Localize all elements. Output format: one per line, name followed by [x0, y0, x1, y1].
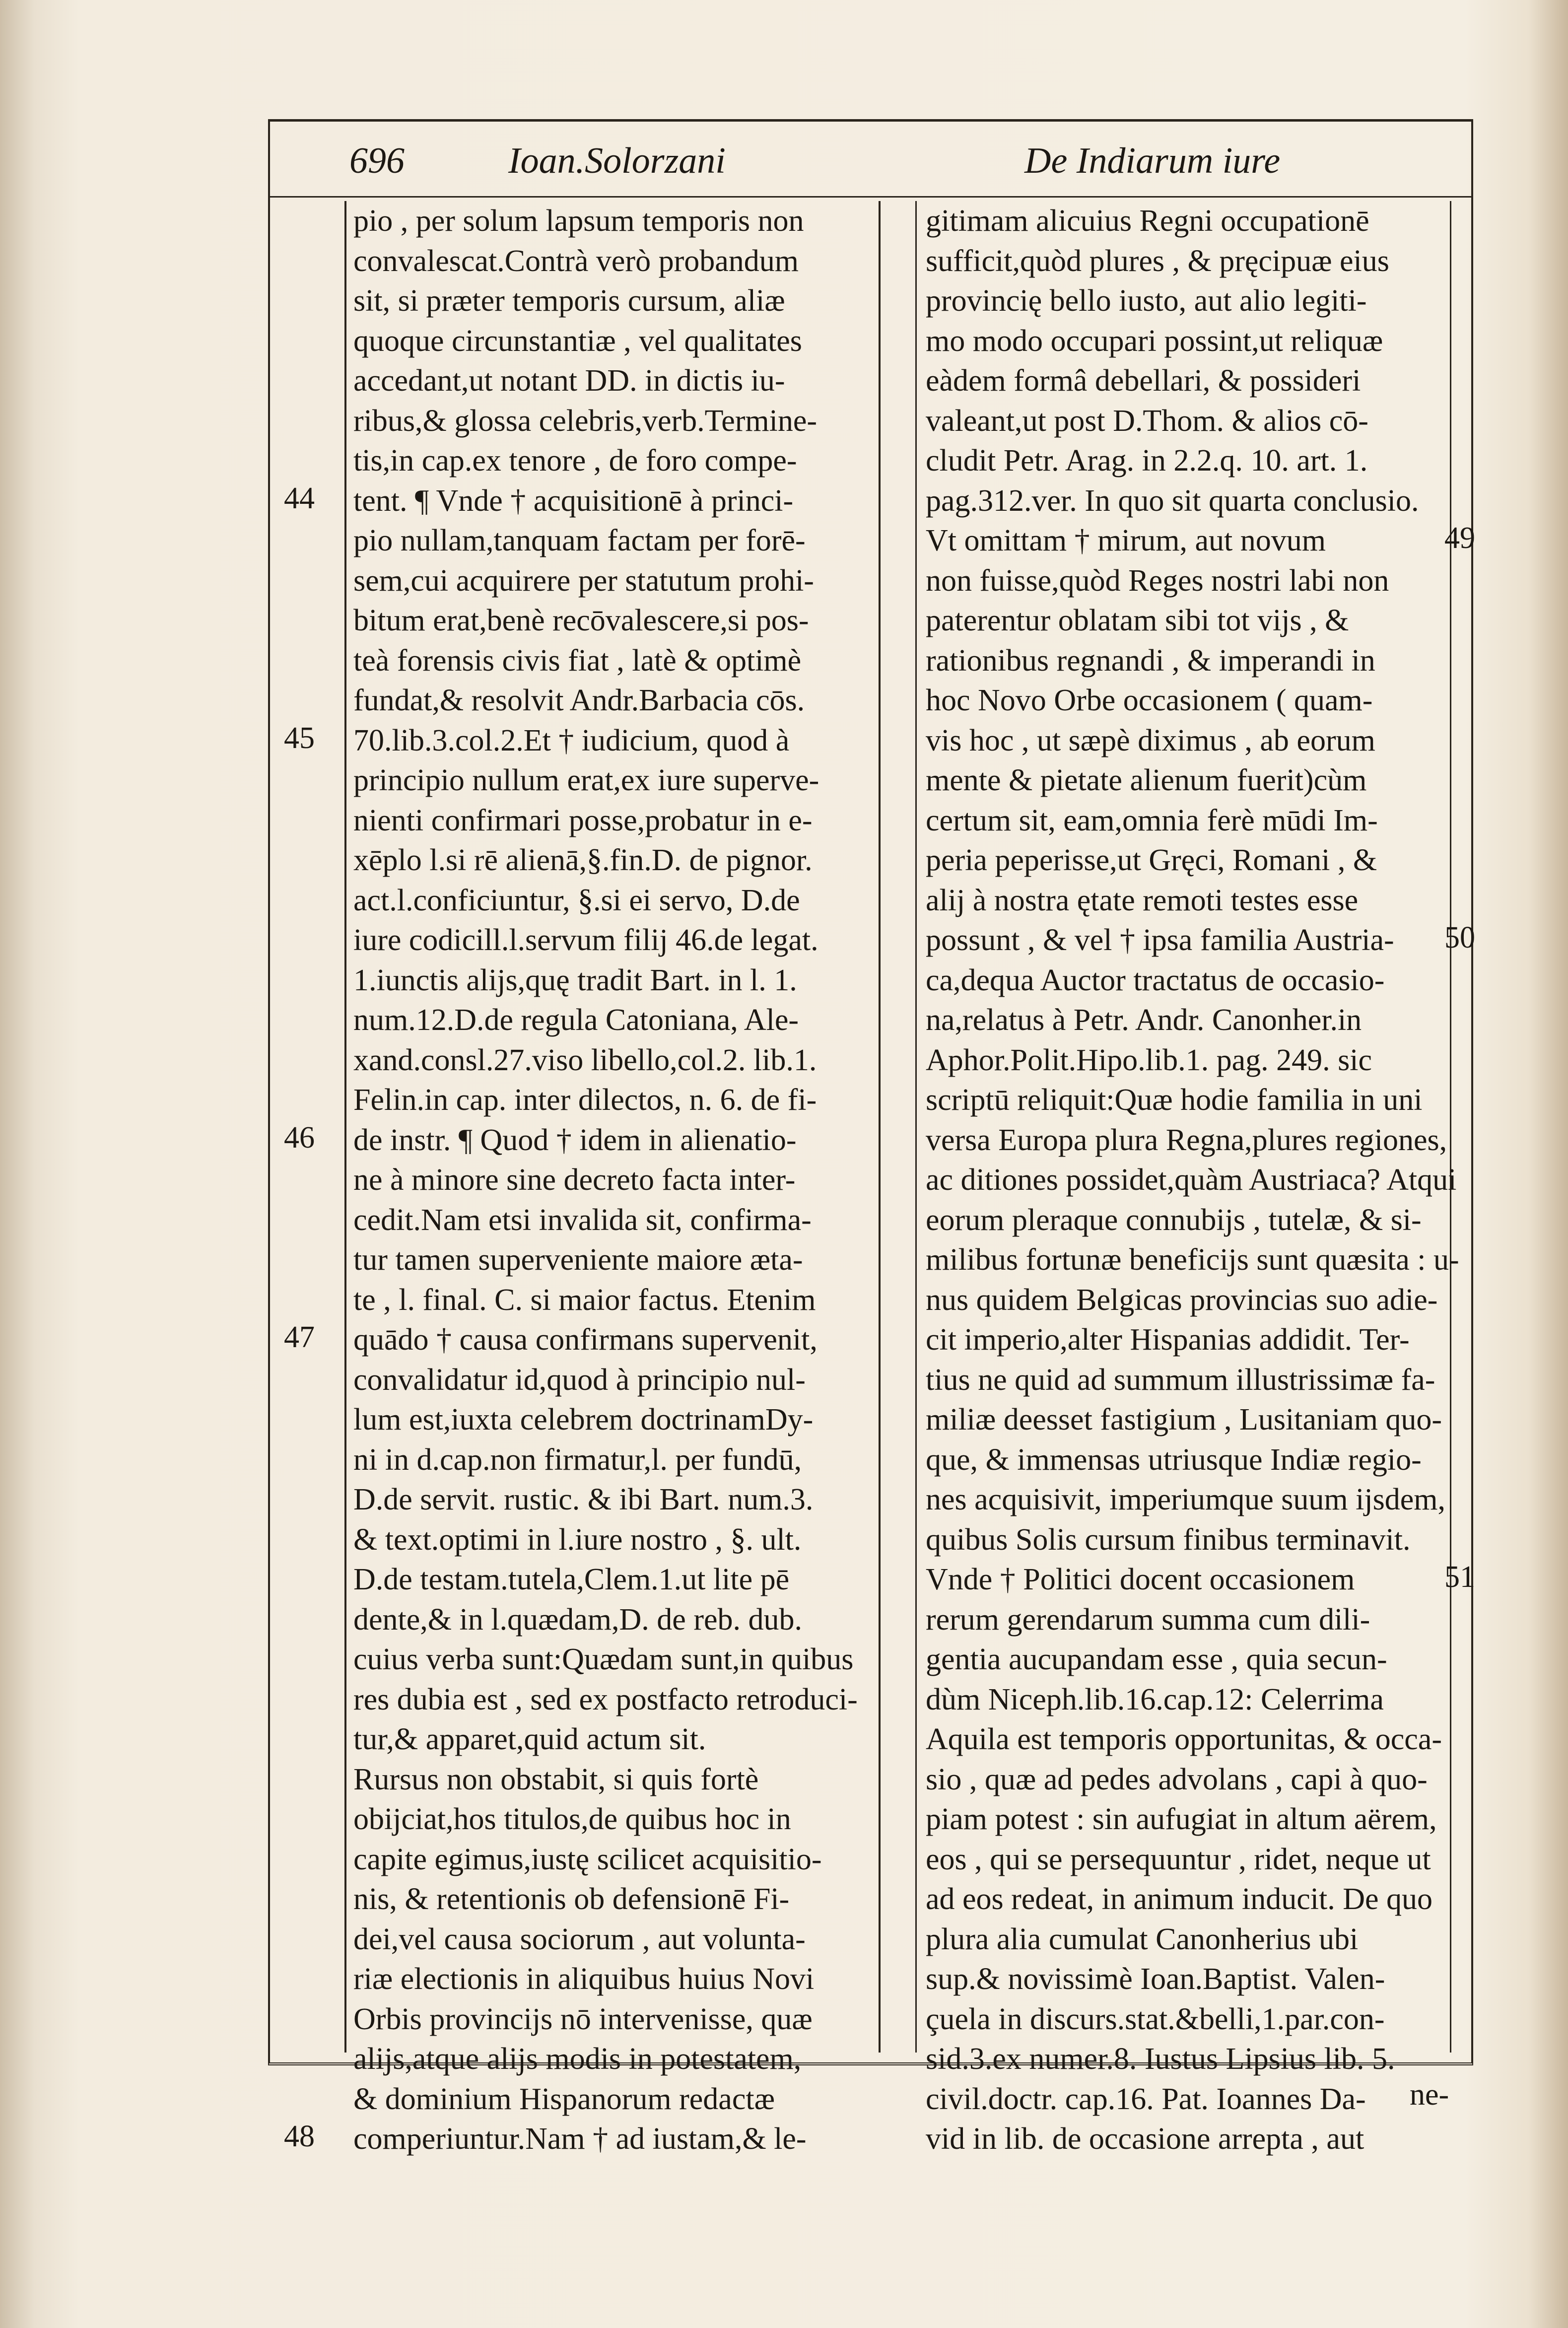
- text-line: sid.3.ex numer.8. Iustus Lipsius lib. 5.: [926, 2042, 1395, 2076]
- text-line: dùm Niceph.lib.16.cap.12: Celerrima: [926, 1682, 1384, 1716]
- text-line: sit, si præter temporis cursum, aliæ: [353, 284, 785, 318]
- text-line: quādo † causa confirmans supervenit,: [353, 1323, 818, 1357]
- text-line: paterentur oblatam sibi tot vijs , &: [926, 604, 1349, 637]
- text-line: certum sit, eam,omnia ferè mūdi Im-: [926, 803, 1378, 837]
- text-line: cit imperio,alter Hispanias addidit. Ter-: [926, 1323, 1410, 1357]
- page-header: [270, 134, 1471, 193]
- header-rule: [270, 196, 1471, 198]
- text-line: principio nullum erat,ex iure superve-: [353, 763, 819, 797]
- text-line: piam potest : sin aufugiat in altum aërem,: [926, 1802, 1437, 1836]
- text-line: mente & pietate alienum fuerit)cùm: [926, 763, 1367, 797]
- text-line: Vnde † Politici docent occasionem: [926, 1563, 1355, 1596]
- text-line: gentia aucupandam esse , quia secun-: [926, 1643, 1387, 1676]
- text-line: 1.iunctis alijs,quę tradit Bart. in l. 1.: [353, 963, 797, 997]
- text-line: ac ditiones possidet,quàm Austriaca? Atqui: [926, 1163, 1457, 1197]
- text-line: tis,in cap.ex tenore , de foro compe-: [353, 444, 797, 478]
- text-line: peria peperisse,ut Gręci, Romani , &: [926, 843, 1377, 877]
- text-line: alij à nostra ętate remoti testes esse: [926, 883, 1359, 917]
- text-line: Orbis provincijs nō intervenisse, quæ: [353, 2002, 813, 2036]
- text-line: Rursus non obstabit, si quis fortè: [353, 1762, 759, 1796]
- text-line: riæ electionis in aliquibus huius Novi: [353, 1962, 815, 1996]
- text-line: dei,vel causa sociorum , aut volunta-: [353, 1922, 806, 1956]
- text-line: pio nullam,tanquam factam per forē-: [353, 524, 806, 557]
- text-line: vis hoc , ut sæpè diximus , ab eorum: [926, 723, 1375, 757]
- margin-number-right: 50: [1444, 921, 1475, 955]
- margin-number-left: 46: [284, 1120, 315, 1155]
- text-line: num.12.D.de regula Catoniana, Ale-: [353, 1003, 799, 1037]
- text-line: dente,& in l.quædam,D. de reb. dub.: [353, 1602, 802, 1637]
- text-line: tius ne quid ad summum illustrissimæ fa-: [926, 1363, 1435, 1397]
- text-line: convalidatur id,quod à principio nul-: [353, 1363, 806, 1397]
- text-line: obijciat,hos titulos,de quibus hoc in: [353, 1802, 791, 1836]
- text-line: valeant,ut post D.Thom. & alios cō-: [926, 404, 1368, 438]
- text-line: ne à minore sine decreto facta inter-: [353, 1163, 796, 1197]
- text-line: plura alia cumulat Canonherius ubi: [926, 1922, 1359, 1956]
- margin-number-left: 45: [284, 721, 315, 755]
- text-line: nus quidem Belgicas provincias suo adie-: [926, 1283, 1438, 1317]
- margin-number-right: 49: [1444, 521, 1475, 555]
- catchword: ne-: [1410, 2078, 1449, 2112]
- text-line: Vt omittam † mirum, aut novum: [926, 524, 1326, 557]
- text-line: iure codicill.l.servum filij 46.de legat.: [353, 923, 818, 957]
- text-line: quoque circunstantiæ , vel qualitates: [353, 324, 802, 358]
- text-line: accedant,ut notant DD. in dictis iu-: [353, 364, 785, 398]
- text-line: xēplo l.si rē alienā,§.fin.D. de pignor.: [353, 843, 813, 877]
- text-line: ad eos redeat, in animum inducit. De quo: [926, 1882, 1433, 1916]
- margin-number-left: 47: [284, 1320, 315, 1354]
- text-line: act.l.conficiuntur, §.si ei servo, D.de: [353, 883, 800, 917]
- text-line: capite egimus,iustę scilicet acquisitio-: [353, 1842, 822, 1876]
- text-line: fundat,& resolvit Andr.Barbacia cōs.: [353, 684, 805, 717]
- text-line: pag.312.ver. In quo sit quarta conclusio.: [926, 483, 1419, 518]
- text-line: possunt , & vel † ipsa familia Austria-: [926, 923, 1394, 957]
- text-line: miliæ deesset fastigium , Lusitaniam quo-: [926, 1403, 1442, 1437]
- text-line: sufficit,quòd plures , & pręcipuæ eius: [926, 244, 1389, 278]
- text-line: & text.optimi in l.iure nostro , §. ult.: [353, 1522, 802, 1557]
- text-line: & dominium Hispanorum redactæ: [353, 2082, 775, 2116]
- left-text-column: [344, 201, 881, 2156]
- text-line: mo modo occupari possint,ut reliquæ: [926, 324, 1383, 358]
- text-line: nis, & retentionis ob defensionē Fi-: [353, 1882, 790, 1916]
- running-head-author: Ioan.Solorzani: [508, 140, 726, 181]
- text-line: non fuisse,quòd Reges nostri labi non: [926, 563, 1389, 598]
- text-line: Aquila est temporis opportunitas, & occa-: [926, 1722, 1442, 1756]
- text-line: de instr. ¶ Quod † idem in alienatio-: [353, 1123, 797, 1157]
- text-line: provincię bello iusto, aut alio legiti-: [926, 284, 1367, 318]
- text-line: te , l. final. C. si maior factus. Etenim: [353, 1283, 816, 1317]
- text-line: nienti confirmari posse,probatur in e-: [353, 803, 813, 837]
- text-line: alijs,atque alijs modis in potestatem,: [353, 2042, 802, 2076]
- text-line: eos , qui se persequuntur , ridet, neque ut: [926, 1842, 1431, 1876]
- text-line: rerum gerendarum summa cum dili-: [926, 1602, 1370, 1637]
- text-line: sup.& novissimè Ioan.Baptist. Valen-: [926, 1962, 1385, 1996]
- text-line: comperiuntur.Nam † ad iustam,& le-: [353, 2122, 807, 2156]
- text-line: sem,cui acquirere per statutum prohi-: [353, 563, 814, 598]
- text-line: pio , per solum lapsum temporis non: [353, 204, 804, 238]
- text-line: que, & immensas utriusque Indiæ regio-: [926, 1442, 1422, 1477]
- text-line: quibus Solis cursum finibus terminavit.: [926, 1522, 1411, 1557]
- text-line: na,relatus à Petr. Andr. Canonher.in: [926, 1003, 1362, 1037]
- page-number: 696: [349, 140, 405, 181]
- text-line: ni in d.cap.non firmatur,l. per fundū,: [353, 1442, 802, 1477]
- text-line: vid in lib. de occasione arrepta , aut: [926, 2122, 1364, 2156]
- text-line: versa Europa plura Regna,plures regiones,: [926, 1123, 1447, 1157]
- text-line: civil.doctr. cap.16. Pat. Ioannes Da-: [926, 2082, 1366, 2116]
- running-head-title: De Indiarum iure: [1024, 140, 1281, 181]
- text-line: çuela in discurs.stat.&belli,1.par.con-: [926, 2002, 1385, 2036]
- text-line: ribus,& glossa celebris,verb.Terminе-: [353, 404, 817, 438]
- text-line: res dubia est , sed ex postfacto retroduci-: [353, 1682, 858, 1716]
- text-line: teà forensis civis fiat , latè & optimè: [353, 643, 802, 678]
- margin-number-left: 48: [284, 2120, 315, 2153]
- text-line: sio , quæ ad pedes advolans , capi à quo-: [926, 1762, 1428, 1796]
- text-line: lum est,iuxta celebrem doctrinamDy-: [353, 1403, 814, 1437]
- text-line: ca,dequa Auctor tractatus de occasio-: [926, 963, 1385, 997]
- text-line: scriptū reliquit:Quæ hodie familia in uni: [926, 1083, 1423, 1117]
- text-line: hoc Novo Orbe occasionem ( quam-: [926, 684, 1373, 717]
- text-line: tur tamen superveniente maiore æta-: [353, 1243, 803, 1277]
- text-line: milibus fortunæ beneficijs sunt quæsita : u-: [926, 1243, 1459, 1277]
- text-line: eorum pleraque connubijs , tutelæ, & si-: [926, 1203, 1422, 1237]
- text-line: 70.lib.3.col.2.Et † iudicium, quod à: [353, 723, 790, 757]
- text-line: tent. ¶ Vnde † acquisitionē à princi-: [353, 483, 794, 518]
- text-line: xand.consl.27.viso libello,col.2. lib.1.: [353, 1043, 817, 1077]
- text-line: gitimam alicuius Regni occupationē: [926, 204, 1369, 238]
- text-line: eàdem formâ debellari, & possideri: [926, 364, 1361, 398]
- text-line: bitum erat,benè recōvalescere,si pos-: [353, 604, 809, 637]
- margin-number-left: 44: [284, 481, 315, 515]
- text-line: rationibus regnandi , & imperandi in: [926, 643, 1375, 678]
- text-line: nes acquisivit, imperiumque suum ijsdem,: [926, 1483, 1445, 1516]
- text-line: convalescat.Contrà verò probandum: [353, 244, 799, 278]
- text-line: cuius verba sunt:Quædam sunt,in quibus: [353, 1643, 854, 1676]
- text-line: cludit Petr. Arag. in 2.2.q. 10. art. 1.: [926, 444, 1368, 478]
- margin-number-right: 51: [1444, 1560, 1475, 1594]
- right-text-column: [915, 201, 1459, 2156]
- text-line: tur,& apparet,quid actum sit.: [353, 1722, 706, 1756]
- text-line: Aphor.Polit.Hipo.lib.1. pag. 249. sic: [926, 1043, 1372, 1077]
- text-line: D.de servit. rustic. & ibi Bart. num.3.: [353, 1483, 814, 1516]
- text-line: Felin.in cap. inter dilectos, n. 6. de fi-: [353, 1083, 817, 1117]
- text-line: cedit.Nam etsi invalida sit, confirma-: [353, 1203, 812, 1237]
- text-line: D.de testam.tutela,Clem.1.ut lite pē: [353, 1563, 790, 1596]
